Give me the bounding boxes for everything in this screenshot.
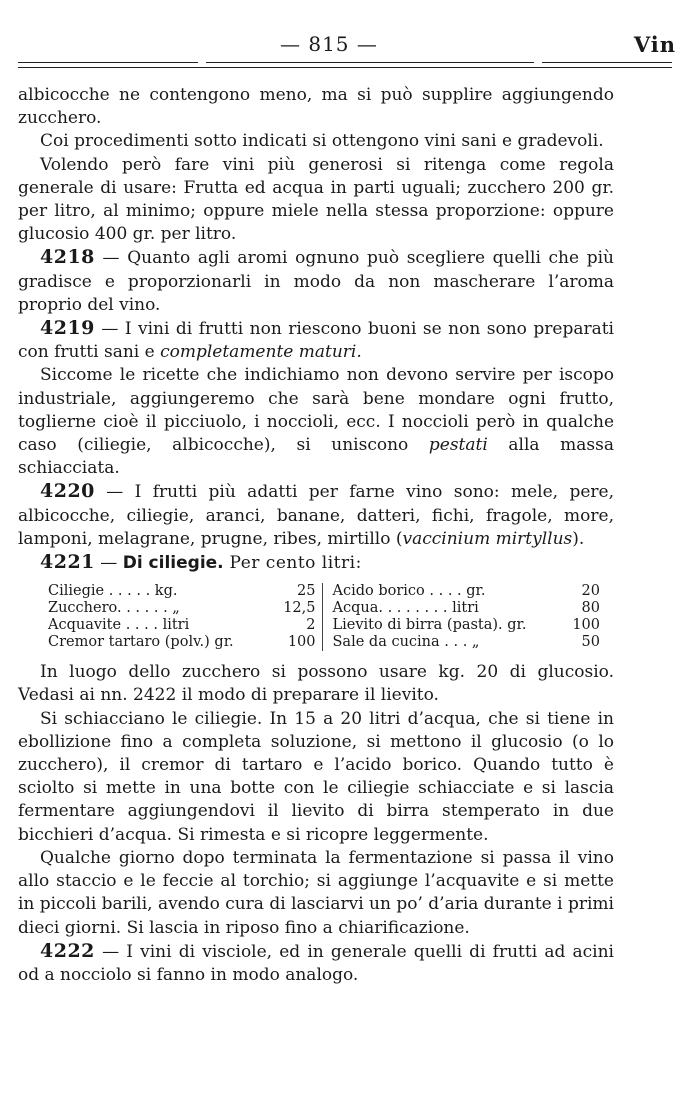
header-rule — [542, 62, 672, 63]
header-rule — [18, 62, 198, 63]
ingredient-name: Acido borico . . . . gr. — [332, 583, 486, 600]
ingredient-row — [333, 617, 601, 634]
paragraph: Volendo però fare vini più generosi si ritenga come regola generale di usare: Frutta ed acqua in parti uguali; zucchero 200 gr. per litro, al minimo; oppure miele nella stessa proporzione: oppure glucosio 400 gr. per litro. — [18, 154, 614, 245]
ingredient-row — [333, 600, 601, 617]
ingredient-row — [333, 634, 601, 651]
paragraph-text: — I vini di visciole, ed in generale quelli di frutti ad acini od a nocciolo si fanno in modo analogo. — [18, 941, 614, 985]
running-head: Vin — [633, 32, 676, 57]
ingredient-qty: 100 — [287, 634, 316, 651]
body-text — [18, 84, 614, 987]
ingredient-row — [48, 634, 316, 651]
ingredient-qty: 100 — [572, 617, 600, 634]
section-number: 4221 — [40, 551, 95, 574]
ingredient-name: Acqua. . . . . . . . litri — [332, 600, 479, 617]
ingredient-qty: 2 — [306, 617, 316, 634]
ingredient-name: Zucchero. . . . . . „ — [48, 600, 180, 617]
ingredient-name: Ciliegie . . . . . kg. — [48, 583, 178, 600]
section-number: 4222 — [40, 939, 95, 962]
ingredients-column-left — [48, 583, 316, 651]
paragraph-4222 — [18, 940, 614, 987]
header-rule — [206, 62, 534, 63]
ingredient-row — [48, 617, 316, 634]
dash: — — [94, 553, 123, 574]
paragraph-4219 — [18, 317, 614, 364]
paragraph: Si schiacciano le ciliegie. In 15 a 20 litri d’acqua, che si tiene in ebollizione fino a completa soluzione, si mettono il glucosio (o lo zucchero), il cremor di tartaro e l’acido borico. Quando tutto è sciolto si mette in una botte con le ciliegie schiacciate e si lascia fermentare aggiungendovi il lievito di birra stemperato in due bicchieri d’acqua. Si rimesta e si ricopre leggermente. — [18, 708, 614, 845]
page-header — [18, 30, 676, 66]
ingredient-row — [48, 600, 316, 617]
ingredient-qty: 80 — [581, 600, 600, 617]
ingredient-qty: 25 — [297, 583, 316, 600]
ingredient-qty: 20 — [581, 583, 600, 600]
header-rule — [18, 67, 672, 68]
emphasis-text: completamente maturi. — [160, 342, 362, 363]
emphasis-text: pestati — [428, 435, 488, 456]
paragraph-text: Per cento litri: — [223, 553, 362, 574]
section-number: 4218 — [40, 246, 95, 269]
paragraph-4221 — [18, 551, 614, 575]
emphasis-text: vaccinium mirtyllus — [402, 528, 573, 549]
ingredients-table — [48, 583, 600, 651]
section-number: 4220 — [40, 480, 95, 503]
ingredient-name: Cremor tartaro (polv.) gr. — [48, 634, 234, 651]
paragraph: Coi procedimenti sotto indicati si ottengono vini sani e gradevoli. — [40, 131, 604, 152]
paragraph-4220 — [18, 480, 614, 551]
paragraph-4218 — [18, 246, 614, 317]
ingredient-row — [48, 583, 316, 600]
ingredient-qty: 50 — [581, 634, 600, 651]
section-number: 4219 — [40, 317, 95, 340]
paragraph-text: alla massa schiacciata. — [18, 435, 614, 479]
paragraph: Qualche giorno dopo terminata la fermentazione si passa il vino allo staccio e le feccie al torchio; si aggiunge l’acquavite e si mette in piccoli barili, avendo cura di lasciarvi un po’ d’aria durante i primi dieci giorni. Si lascia in riposo fino a chiarificazione. — [18, 847, 614, 938]
ingredient-name: Sale da cucina . . . „ — [332, 634, 480, 651]
ingredient-qty: 12,5 — [283, 600, 316, 617]
ingredients-column-right — [322, 583, 601, 651]
recipe-title: Di ciliegie. — [122, 553, 224, 574]
ingredient-name: Lievito di birra (pasta). gr. — [332, 617, 527, 634]
ingredient-row — [333, 583, 601, 600]
ingredient-name: Acquavite . . . . litri — [48, 617, 190, 634]
paragraph-text: — I frutti più adatti per farne vino sono: mele, pere, albicocche, ciliegie, aranci, banane, datteri, fichi, fragole, more, lamponi, melagrane, prugne, ribes, mirtillo ( — [18, 482, 614, 549]
page-number: — 815 — — [280, 32, 378, 56]
paragraph-text: ). — [572, 528, 585, 549]
paragraph-text: — I vini di frutti non riescono buoni se non sono preparati con frutti sani e — [18, 319, 614, 363]
paragraph-continuation: albicocche ne contengono meno, ma si può supplire aggiungendo zucchero. — [18, 85, 614, 129]
paragraph — [18, 364, 614, 480]
paragraph-text: Siccome le ricette che indichiamo non devono servire per iscopo industriale, aggiungeremo che sarà bene mondare ogni frutto, toglierne cioè il picciuolo, i noccioli, ecc. I noccioli però in qualche caso (ciliegie, albicocche), si uniscono — [18, 365, 614, 456]
paragraph-text: — Quanto agli aromi ognuno può scegliere quelli che più gradisce e proporzionarli in modo da non mascherare l’aroma proprio del vino. — [18, 248, 614, 315]
paragraph: In luogo dello zucchero si possono usare kg. 20 di glucosio. Vedasi ai nn. 2422 il modo di preparare il lievito. — [18, 662, 614, 706]
